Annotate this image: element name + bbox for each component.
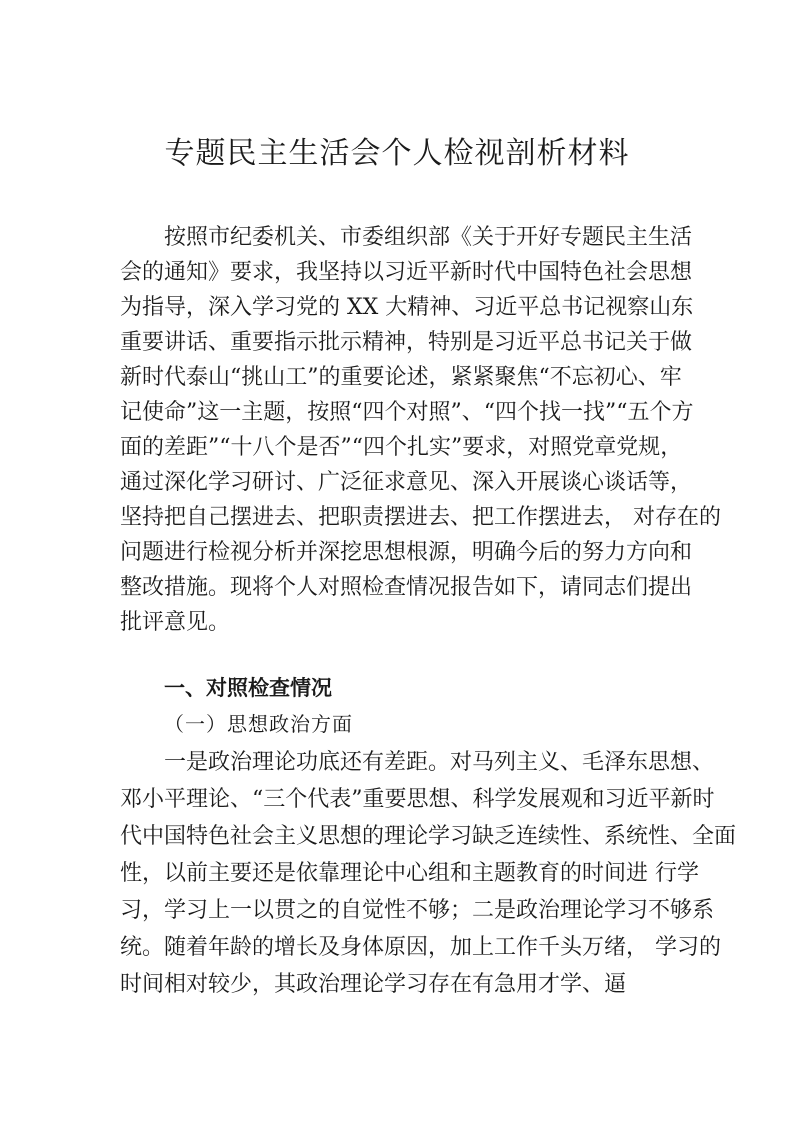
subsection-heading: （一）思想政治方面 xyxy=(164,712,353,736)
intro-line: 新时代泰山“挑山工”的重要论述，紧紧聚焦“不忘初心、牢 xyxy=(120,365,682,390)
body-line: 邓小平理论、“三个代表”重要思想、科学发展观和习近平新时 xyxy=(120,787,715,812)
body-line: 一是政治理论功底还有差距。对马列主义、毛泽东思想、 xyxy=(164,750,715,775)
intro-line: 重要讲话、重要指示批示精神，特别是习近平总书记关于做 xyxy=(120,330,693,355)
intro-line: 为指导，深入学习党的 XX 大精神、习近平总书记视察山东 xyxy=(120,295,694,320)
body-line: 时间相对较少，其政治理论学习存在有急用才学、逼 xyxy=(120,972,627,997)
document-title: 专题民主生活会个人检视剖析材料 xyxy=(164,136,630,171)
intro-line: 面的差距”“十八个是否”“四个扎实”要求，对照党章党规， xyxy=(120,435,683,460)
body-line: 统。随着年龄的增长及身体原因，加上工作千头万绪， 学习的 xyxy=(120,935,721,960)
intro-line: 会的通知》要求，我坚持以习近平新时代中国特色社会思想 xyxy=(120,260,693,285)
body-line: 习，学习上一以贯之的自觉性不够；二是政治理论学习不够系 xyxy=(120,898,715,923)
intro-line: 通过深化学习研讨、广泛征求意见、深入开展谈心谈话等， xyxy=(120,470,693,495)
intro-line: 坚持把自己摆进去、把职责摆进去、把工作摆进去， 对存在的 xyxy=(120,505,721,530)
intro-line: 按照市纪委机关、市委组织部《关于开好专题民主生活 xyxy=(164,225,693,250)
intro-line: 问题进行检视分析并深挖思想根源，明确今后的努力方向和 xyxy=(120,540,693,565)
body-line: 代中国特色社会主义思想的理论学习缺乏连续性、系统性、全面 xyxy=(120,824,737,849)
intro-line: 记使命”这一主题，按照“四个对照”、“四个找一找”“五个方 xyxy=(120,400,694,425)
intro-line: 批评意见。 xyxy=(120,610,231,635)
body-line: 性，以前主要还是依靠理论中心组和主题教育的时间进 行学 xyxy=(120,861,699,886)
intro-line: 整改措施。现将个人对照检查情况报告如下，请同志们提出 xyxy=(120,575,693,600)
section-heading: 一、对照检查情况 xyxy=(164,676,332,700)
